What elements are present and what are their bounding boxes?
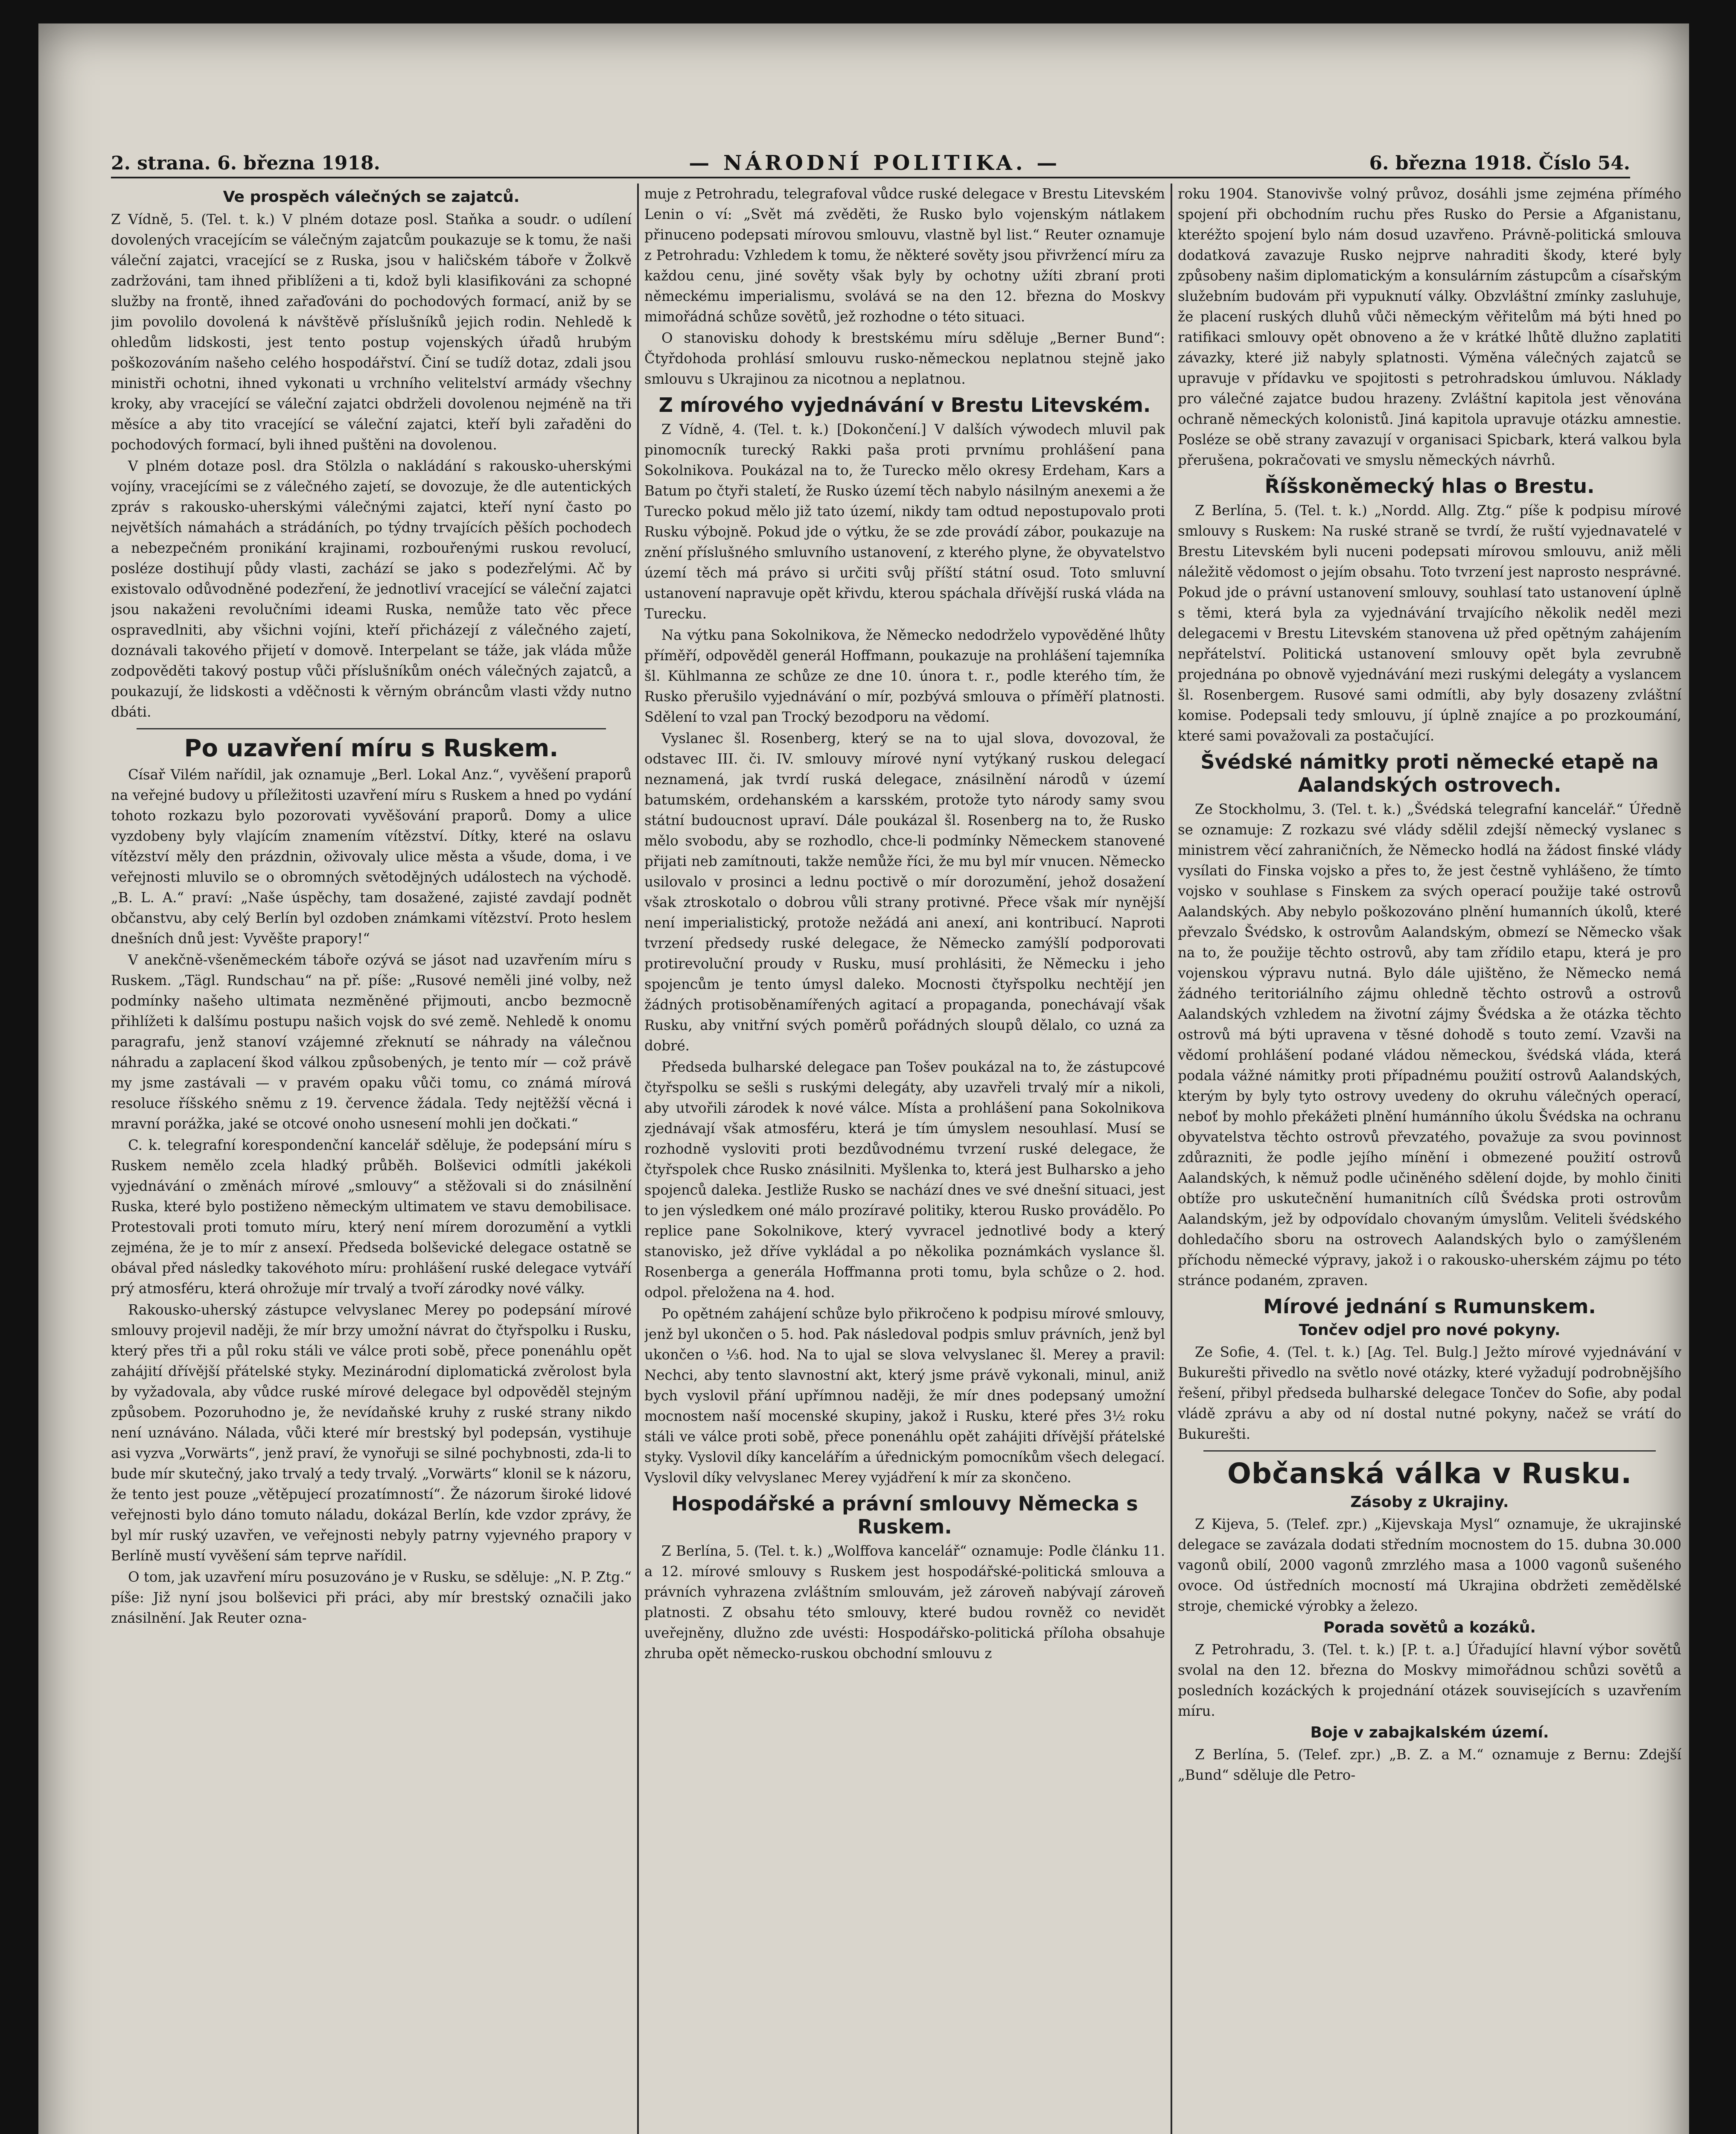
article-headline: Po uzavření míru s Ruskem. <box>184 735 559 762</box>
column-rule <box>637 184 639 2134</box>
article-headline: Z mírového vyjednávání v Brestu Litevském. <box>658 394 1151 417</box>
column-rule <box>1171 184 1172 2134</box>
article-paragraph: roku 1904. Stanovivše volný průvoz, dosáhli jsme zejména přímého spojení při obchodním ruchu přes Rusko do Persie a Afganistanu, kteréžto spojení bylo nám dosud uzavřeno. Právně-politická smlouva dodatková zavazuje Rusko nejprve nahraditi škody, které byly způsobeny našim diplomatickým a konsulárním zástupcům a císařským služebním budovám při vypuknutí války. Obzvláštní zmínky zasluhuje, že placení ruských dluhů vůči německým věřitelům má býti hned po ratifikaci smlouvy opět obnoveno a že v krátké lhůtě dlužno zaplatiti závazky, které již nabyly splatnosti. Výměna válečných zajatců se upravuje v přídavku ve spojitosti s petrohradskou úmluvou. Náklady pro válečné zajatce budou hrazeny. Zvláštní kapitola jest věnována ochraně německých kolonistů. Jiná kapitola upravuje otázku amnestie. Posléze se obě strany zavazují v organisaci Spicbark, která valkou byla přerušena, pokračovati ve smyslu německých návrhů. <box>1178 186 1681 468</box>
article-subheadline: Porada sovětů a kozáků. <box>1323 1619 1536 1636</box>
article-headline: Hospodářské a právní smlouvy Německa s Ruskem. <box>671 1492 1138 1538</box>
article-paragraph: V plném dotaze posl. dra Stölzla o nakládání s rakousko-uherskými vojíny, vracejícími se z válečného zajetí, se dovozuje, že dle autentických zpráv s rakousko-uherskými válečnými zajatci, kteří nyní často po největších námahách a strádáních, po týdny trvajících pěších pochodech a nebezpečném pronikání krajinami, rozbouřenými ruskou revolucí, posléze dostihují půdy vlasti, zachází se jako s podezřelými. Ač by existovalo odůvodněné podezření, že jednotliví vracející se váleční zajatci jsou nakaženi revolučními ideami Ruska, nemůže tato věc přece ospravedlniti, aby všichni vojíni, kteří přicházejí z válečného zajetí, doznávali takového přijetí v domově. Interpelant se táže, jak vláda může zodpověděti takový postup vůči příslušníkům onéch válečných zajatců, a poukazují, že lidskosti a vděčnosti k věrným obráncům vlasti vždy nutno dbáti. <box>111 458 632 720</box>
article-paragraph: Po opětném zahájení schůze bylo přikročeno k podpisu mírové smlouvy, jenž byl ukončen o 5. hod. Pak následoval podpis smluv právních, jenž byl ukončen o ⅓6. hod. Na to ujal se slova velvyslanec šl. Merey a pravil: Nechci, aby tento slavnostní akt, který jsme právě vykonali, minul, aniž bych vyslovil přání upřímnou naději, že mír dnes podepsaný umožní mocnostem naší mocenské skupiny, jakož i Rusku, které přes 3½ roku stáli ve válce proti sobě, přece ponenáhlu opět zahájiti dřívější přátelské styky. Vyslovil díky kancelářím a úřednickým pomocníkům všech delegací. Vyslovil díky velvyslanec Merey vyjádření k mír za skončeno. <box>644 1306 1165 1486</box>
masthead-title: — NÁRODNÍ POLITIKA. — <box>689 151 1061 175</box>
article-paragraph: Z Vídně, 5. (Tel. t. k.) V plném dotaze posl. Staňka a soudr. o udílení dovolených vracejícím se válečným zajatcům poukazuje se k tomu, že naši váleční zajatci, vracející se z Ruska, jsou v haličském táboře v Žolkvě zadržováni, tam ihned přiblíženi a ti, kdož byli klasifikováni za schopné služby na frontě, ihned zařaďováni do pochodových formací, aniž by se jim povolilo dovolená k návštěvě příslušníků jejich rodin. Nehledě k ohledům lidskosti, jest tento postup vojenských úřadů hrubým poškozováním našeho celého hospodářství. Činí se tudíž dotaz, zdali jsou ministři ochotni, ihned vykonati u vrchního velitelství armády všechny kroky, aby vracející se váleční zajatci obdrželi dovolenou nejméně na tři měsíce a aby tito vracející se váleční zajatci, kteří byli zařaděni do pochodových formací, byli ihned puštěni na dovolenou. <box>111 211 632 453</box>
divider <box>137 728 606 729</box>
article-paragraph: Císař Vilém nařídil, jak oznamuje „Berl. Lokal Anz.“, vyvěšení praporů na veřejné budovy u příležitosti uzavření míru s Ruskem a hned po vydání tohoto rozkazu bylo pozorovati vyvěšování praporů. Domy a ulice vyzdobeny byly vlajícím znamením vítězství. Dítky, které na oslavu vítězství měly den prázdnin, oživovaly ulice města a všude, doma, i ve veřejnosti mluvilo se o obromných světodějných událostech na východě. „B. L. A.“ praví: „Naše úspěchy, tam dosažené, zajisté zavdají podnět občanstvu, aby celý Berlín byl ozdoben známkami vítězství. Proto heslem dnešních dnů jest: Vyvěšte prapory!“ <box>111 767 632 947</box>
article-subheadline: Tončev odjel pro nové pokyny. <box>1299 1321 1561 1339</box>
article-paragraph: Ze Sofie, 4. (Tel. t. k.) [Ag. Tel. Bulg.] Ježto mírové vyjednávání v Bukurešti přivedlo na světlo nové otázky, které vyžadují podrobnějšího řešení, přibyl předseda bulharské delegace Tončev do Sofie, aby podal vládě zprávu a aby od ní dostal nutné pokyny, načež se vrátí do Bukurešti. <box>1178 1344 1681 1442</box>
article-headline: Občanská válka v Rusku. <box>1227 1457 1632 1490</box>
article-paragraph: Ze Stockholmu, 3. (Tel. t. k.) „Švédská telegrafní kancelář.“ Úředně se oznamuje: Z rozkazu své vlády sdělil zdejší německý vyslanec s ministrem věcí zahraničních, že Německo hodlá na žádost finské vlády vysílati do Finska vojsko a přes to, že jest čestně vyhlášeno, že tímto vojsko v souhlase s Finskem za svých operací použije také ostrovů Aalandských. Aby nebylo poškozováno plnění humanních úkolů, které převzalo Švédsko, k ostrovům Aalandským, obmezí se Německo však na to, že použije těchto ostrovů, aby tam zřídilo etapu, která je pro vojenskou výpravu nutná. Bylo dále ujištěno, že Německo nemá žádného teritoriálního zájmu ohledně těchto ostrovů a ostrovů Aalandských vzhledem na životní zájmy Švédska a že otázka těchto ostrovů má býti upravena v těsné dohodě s touto zemí. Vzavši na vědomí prohlášení podané vládou německou, švédská vláda, která podala vážné námitky proti případnému použití ostrovů Aalandských, kterým by byly tyto ostrovy uvedeny do okruhu válečných operací, neboť by mohlo překážeti plnění humánního úkolu Švédska na ochranu obyvatelstva těchto ostrovů převzatého, považuje za svou povinnost zdůrazniti, že podle jejího mínění i obmezené použití ostrovů Aalandských, k němuž podle učiněného sdělení dojde, by mohlo činiti obtíže pro uskutečnění humanitních cílů Švédska proti ostrovům Aalandským, jež by odpovídalo chovaným úmyslům. Veliteli švédského dohledačího sboru na ostrovech Aalandských bylo o zamýšleném příchodu německé výpravy, jakož i o rakousko-uherském zájmu po této stránce podaném, zpraven. <box>1178 801 1681 1289</box>
article-paragraph: Z Berlína, 5. (Tel. t. k.) „Wolffova kancelář“ oznamuje: Podle článku 11. a 12. mírové smlouvy s Ruskem jest hospodářské-politická smlouva a právních vyhrazena zvláštním smlouvám, jež zároveň nabývají zároveň platnosti. Z obsahu této smlouvy, které budou rovněž co nevidět uveřejněny, dlužno zde uvésti: Hospodářsko-politická příloha obsahuje zhruba opět německo-ruskou obchodní smlouvu z <box>644 1543 1165 1662</box>
article-paragraph: Vyslanec šl. Rosenberg, který se na to ujal slova, dovozoval, že odstavec III. či. IV. smlouvy mírové nyní vytýkaný ruskou delegací neznamená, jak tvrdí ruská delegace, znásilnění národů v území batumském, ordehanském a karsském, protože tyto národy samy svou státní budoucnost upraví. Dále poukázal šl. Rosenberg na to, že Rusko mělo svobodu, aby se rozhodlo, chce-li podmínky Německem stanovené přijati neb zamítnouti, takže nemůže říci, že mu byl mír vnucen. Německo usilovalo v prosinci a lednu poctivě o mír dorozumění, jehož dosažení však ztroskotalo o dobrou vůli strany protivné. Přece však mír nynější není imperialistický, protože nežádá ani anexí, ani kontribucí. Naproti tvrzení předsedy ruské delegace, že Německo zamýšlí podporovati protirevoluční proudy v Rusku, musí prohlásiti, že Německu i jeho spojencům je tento úmysl daleko. Mocnosti čtyřspolku nechtějí jen žádných protisoběnamířených agitací a propaganda, ponechávají však Rusku, aby vnitřní svých poměrů pořádných sloupů dělalo, co uzná za dobré. <box>644 730 1165 1054</box>
article-paragraph: Na výtku pana Sokolnikova, že Německo nedodrželo vypověděné lhůty příměří, odpověděl generál Hoffmann, poukazuje na prohlášení tajemníka šl. Kühlmanna ze schůze ze dne 10. února t. r., podle kterého tím, že Rusko přerušilo vyjednávání o mír, pozbývá smlouva o příměří platnosti. Sdělení to vzal pan Trocký bezodporu na vědomí. <box>644 627 1165 725</box>
article-headline: Mírové jednání s Rumunskem. <box>1263 1295 1596 1318</box>
article-paragraph: Z Berlína, 5. (Telef. zpr.) „B. Z. a M.“ oznamuje z Bernu: Zdejší „Bund“ sděluje dle Petro- <box>1178 1746 1681 1783</box>
article-paragraph: Z Kijeva, 5. (Telef. zpr.) „Kijevskaja Mysl“ oznamuje, že ukrajinské delegace se zavázala dodati středním mocnostem do 15. dubna 30.000 vagonů obilí, 2000 vagonů zmrzlého masa a 1000 vagonů sušeného ovoce. Od ústředních mocností má Ukrajina obdržeti zemědělské stroje, chemické výrobky a železo. <box>1178 1516 1681 1614</box>
article-headline: Ve prospěch válečných se zajatců. <box>223 188 520 206</box>
article-headline: Švédské námitky proti německé etapě na Aalandských ostrovech. <box>1200 750 1659 796</box>
article-paragraph: Z Vídně, 4. (Tel. t. k.) [Dokončení.] V dalších výwodech mluvil pak pinomocník turecký Rakki paša proti prvnímu prohlášení pana Sokolnikova. Poukázal na to, že Turecko mělo okresy Erdeham, Kars a Batum po čtyři staletí, že Rusko území těch nabylo násilným anexemi a že Turecko pokud mělo již tato území, nikdy tam odtud nepostupovalo proti Rusku výbojně. Pokud jde o výtku, že se zde provádí zábor, poukazuje na znění příslušného smluvního ustanovení, z kterého plyne, že obyvatelstvo území těch má právo si určiti svůj příští státní osud. Toto smluvní ustanovení napravuje opět křivdu, kterou spáchala dřívější ruská vláda na Turecku. <box>644 421 1165 622</box>
header-date-right: 6. března 1918. Číslo 54. <box>1369 152 1630 174</box>
article-paragraph: muje z Petrohradu, telegrafoval vůdce ruské delegace v Brestu Litevském Lenin o ví: „Svět má zvěděti, že Rusko bylo vojenským nátlakem přinuceno podepsati mírovou smlouvu, vlastně byl list.“ Reuter oznamuje z Petrohradu: Vzhledem k tomu, že některé sověty jsou přivržencí míru za každou cenu, jiné sověty však byly by ochotny užíti zbraní proti německému imperialismu, svolává se na den 12. března do Moskvy mimořádná schůze sovětů, jež rozhodne o této situaci. <box>644 186 1165 325</box>
article-paragraph: V anekčně-všeněmeckém táboře ozývá se jásot nad uzavřením míru s Ruskem. „Tägl. Rundschau“ na př. píše: „Rusové neměli jiné volby, než podmínky našeho ultimata nezměněné přijmouti, ancbo bezmocně přihlížeti k dalšímu postupu našich vojsk do své země. Nehledě k onomu paragrafu, jenž stanoví vzájemné zřeknutí se náhrady na válečnou náhradu a zaplacení škod válkou způsobených, je tento mír — což právě my jsme zastávali — v pravém opaku vůči tomu, co známá mírová resoluce říšského sněmu z 19. července žádala. Tedy nejtěžší věcná i mravní porážka, jaké se otcové onoho usnesení mohli jen dočkati.“ <box>111 952 632 1132</box>
column-2 <box>644 184 1165 2134</box>
article-paragraph: Předseda bulharské delegace pan Tošev poukázal na to, že zástupcové čtyřspolku se sešli s ruskými delegáty, aby uzavřeli trvalý mír a nikoli, aby utvořili zárodek k nové válce. Místa a prohlášení pana Sokolnikova zjednávají však atmosféru, která je tím úmyslem nesouhlasí. Musí se rozhodně vysloviti proti bezdůvodnému tvrzení ruské delegace, že čtyřspolek chce Rusko znásilniti. Myšlenka to, která jest Bulharsko a jeho spojenců daleka. Jestliže Rusko se nachází dnes ve své dnešní situaci, jest to jen výsledkem oné málo prozíravé politiky, kterou Rusko provádělo. Po replice pane Sokolnikove, který vyvracel jednotlivé body a který stanovisko, jež dříve vykládal a po několika poznámkách vyslance šl. Rosenberga a generála Hoffmanna proti tomu, byla schůze o 2. hod. odpol. přeložena na 4. hod. <box>644 1059 1165 1300</box>
divider <box>1203 1450 1656 1452</box>
article-paragraph: Z Berlína, 5. (Tel. t. k.) „Nordd. Allg. Ztg.“ píše k podpisu mírové smlouvy s Ruskem: Na ruské straně se tvrdí, že ruští vyjednavatelé v Brestu Litevském byli nuceni podepsati mírovou smlouvu, aniž měli náležitě vědomost o jejím obsahu. Toto tvrzení jest naprosto nesprávné. Pokud jde o právní ustanovení smlouvy, souhlasí tato ustanovení úplně s těmi, která byla za vyjednávání trvajícího několik neděl mezi delegacemi v Brestu Litevském stanovena už před opětným zahájením nepřátelství. Politická ustanovení smlouvy opět byla zevrubně projednána po obnově vyjednávání mezi ruskými delegáty a vyslancem šl. Rosenbergem. Rusové sami odmítli, aby byly dosazeny zvláštní komise. Podepsali tedy smlouvu, jí úplně znajíce a po prozkoumání, které sami považovali za postačující. <box>1178 502 1681 744</box>
article-paragraph: O stanovisku dohody k brestskému míru sděluje „Berner Bund“: Čtyřdohoda prohlásí smlouvu rusko-německou neplatnou stejně jako smlouvu s Ukrajinou za nicotnou a neplatnou. <box>644 330 1165 387</box>
article-paragraph: Z Petrohradu, 3. (Tel. t. k.) [P. t. a.] Úřadující hlavní výbor sovětů svolal na den 12. března do Moskvy mimořádnou schůzi sovětů a posledních kozáckých k projednání otázek souvisejících s uzavřením míru. <box>1178 1641 1681 1719</box>
article-paragraph: O tom, jak uzavření míru posuzováno je v Rusku, se sděluje: „N. P. Ztg.“ píše: Již nyní jsou bolševici při práci, aby mír brestský označili jako znásilnění. Jak Reuter ozna- <box>111 1569 632 1626</box>
article-subheadline: Zásoby z Ukrajiny. <box>1350 1493 1509 1511</box>
article-headline: Říšskoněmecký hlas o Brestu. <box>1264 475 1595 498</box>
page-header <box>111 149 1630 178</box>
column-1 <box>111 184 632 2134</box>
article-paragraph: Rakousko-uherský zástupce velvyslanec Merey po podepsání mírové smlouvy projevil naději, že mír brzy umožní návrat do čtyřspolku i Rusku, který přes tři a půl roku stáli ve válce proti sobě, přece ponenáhlu opět zahájití dřívější přátelské styky. Mezinárodní diplomatická zvěrolost byla by vyžadovala, aby vůdce ruské mírové delegace byl odpověděl stejným způsobem. Pozoruhodno je, že nevídaňské kruhy z ruské strany nikdo není uznáváno. Nálada, vůči které mír brestský byl podepsán, vystihuje asi vyzva „Vorwärts“, jenž praví, že vynořuji se silné pochybnosti, zda-li to bude mír skutečný, jako trvalý a tedy trvalý. „Vorwärts“ klonil se k názoru, že tento jest pouze „větěpujecí prozatímností“. Že názorum široké lidové veřejnosti bylo dáno tomuto náladu, dokázal Berlín, kde vzdor zprávy, že byl mír ruský uzavřen, ve veřejnosti nebyly patrny vyjevného prapory v Berlíně mustí vyvěšení sám teprve nařídil. <box>111 1302 632 1564</box>
column-3 <box>1178 184 1681 2134</box>
header-date-left: 2. strana. 6. března 1918. <box>111 152 380 174</box>
article-subheadline: Boje v zabajkalském území. <box>1310 1724 1549 1741</box>
article-paragraph: C. k. telegrafní korespondenční kancelář sděluje, že podepsání míru s Ruskem nemělo zcela hladký průběh. Bolševici odmítli jakékoli vyjednávání o změnách mírové „smlouvy“ a stěžovali si do znásilnění Ruska, které bylo postiženo německým ultimatem ve stavu demobilisace. Protestovali proti tomuto míru, který není mírem dorozumění a vytkli zejména, že je to mír z ansexí. Předseda bolševické delegace ostatně se obával před následky takovéhoto míru: prohlášení ruské delegace vytváří prý atmosféru, která ohrožuje mír trvalý a tvoří zárodky nové války. <box>111 1137 632 1297</box>
